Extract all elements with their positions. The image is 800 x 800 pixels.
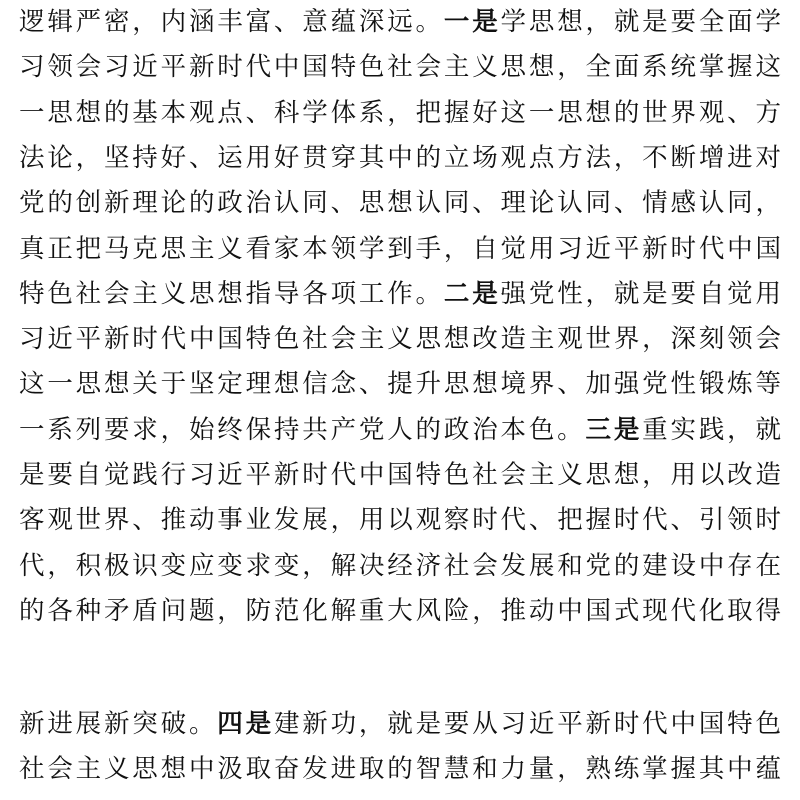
text-segment: 代，积极识变应变求变，解决经济社会发展和党的建设中存在 [19,550,781,581]
text-line [19,0,781,45]
bold-keyword: 四是 [217,709,274,739]
text-line [19,589,781,634]
text-line [19,91,781,136]
text-segment: 强党性，就是要自觉用 [500,278,781,309]
text-line [19,227,781,272]
text-segment: 习近平新时代中国特色社会主义思想改造主观世界，深刻领会 [19,324,781,355]
text-line [19,747,781,792]
text-line [19,181,781,226]
text-segment: 的各种矛盾问题，防范化解重大风险，推动中国式现代化取得 [19,595,781,626]
text-line [19,362,781,407]
text-segment: 新进展新突破。 [19,709,218,739]
text-segment: 特色社会主义思想指导各项工作。 [19,278,444,309]
text-line [19,498,781,543]
text-line [19,453,781,498]
text-segment: 这一思想关于坚定理想信念、提升思想境界、加强党性锻炼等 [19,369,781,400]
text-segment: 一系列要求，始终保持共产党人的政治本色。 [19,414,586,445]
text-segment: 一思想的基本观点、科学体系，把握好这一思想的世界观、方 [19,97,781,128]
text-line [19,408,781,453]
text-segment: 社会主义思想中汲取奋发进取的智慧和力量，熟练掌握其中蕴 [19,754,781,785]
text-segment: 法论，坚持好、运用好贯穿其中的立场观点方法，不断增进对 [19,142,781,173]
bold-keyword: 一是 [443,7,501,37]
bold-keyword: 二是 [443,278,501,309]
text-line [19,317,781,362]
text-segment: 客观世界、推动事业发展，用以观察时代、把握时代、引领时 [19,505,781,536]
text-segment: 是要自觉践行习近平新时代中国特色社会主义思想，用以改造 [19,460,781,490]
text-segment: 党的创新理论的政治认同、思想认同、理论认同、情感认同， [19,188,781,219]
text-line [19,45,781,90]
text-line [19,272,781,317]
text-line [19,136,781,181]
text-segment: 真正把马克思主义看家本领学到手，自觉用习近平新时代中国 [19,233,781,264]
text-line [19,544,781,589]
text-segment: 重实践，就 [642,414,781,445]
text-line [19,702,781,747]
text-segment: 逻辑严密，内涵丰富、意蕴深远。 [19,7,444,37]
text-segment: 建新功，就是要从习近平新时代中国特色 [273,709,781,739]
text-segment: 学思想，就是要全面学 [500,7,781,37]
text-segment: 习领会习近平新时代中国特色社会主义思想，全面系统掌握这 [19,52,781,83]
bold-keyword: 三是 [585,414,643,445]
